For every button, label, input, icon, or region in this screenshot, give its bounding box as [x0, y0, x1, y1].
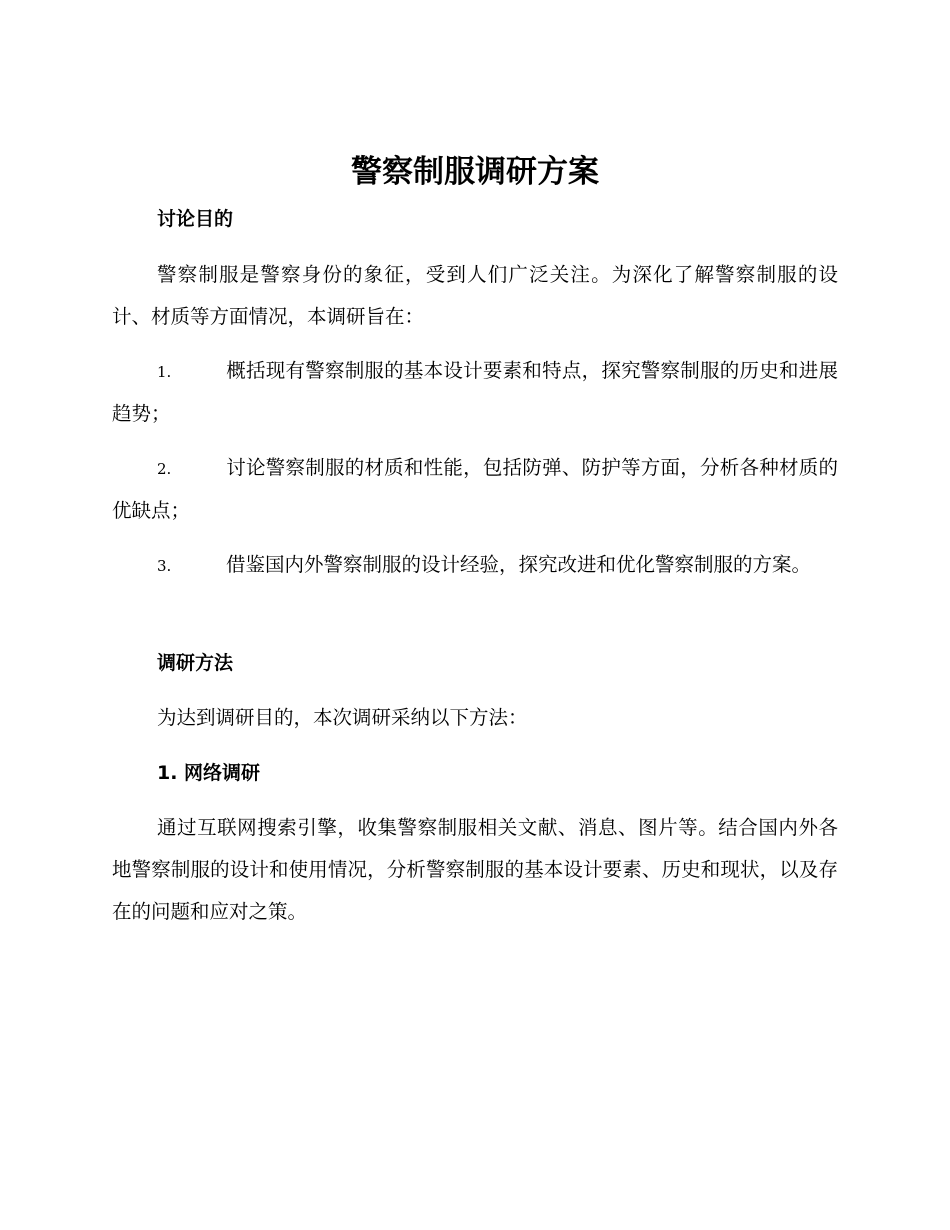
purpose-list-item	[112, 544, 838, 587]
purpose-intro-paragraph: 警察制服是警察身份的象征，受到人们广泛关注。为深化了解警察制服的设计、材质等方面情况，本调研旨在：	[112, 263, 838, 328]
list-item-number: 3.	[157, 557, 172, 575]
sub-heading-web-research: 1. 网络调研	[157, 762, 261, 784]
method-intro-paragraph: 为达到调研目的，本次调研采纳以下方法：	[157, 706, 528, 729]
section-heading-purpose: 讨论目的	[157, 208, 234, 230]
document-title: 警察制服调研方案	[351, 154, 599, 190]
section-heading-method: 调研方法	[157, 652, 234, 674]
purpose-list-item	[112, 350, 838, 435]
list-item-number: 2.	[157, 460, 172, 478]
method-body-paragraph: 通过互联网搜索引擎，收集警察制服相关文献、消息、图片等。结合国内外各地警察制服的设计和使用情况，分析警察制服的基本设计要素、历史和现状，以及存在的问题和应对之策。	[112, 816, 838, 923]
purpose-list-item	[112, 447, 838, 532]
list-item-text: 借鉴国内外警察制服的设计经验，探究改进和优化警察制服的方案。	[226, 553, 812, 576]
list-item-text: 讨论警察制服的材质和性能，包括防弹、防护等方面，分析各种材质的优缺点；	[112, 456, 838, 522]
list-item-number: 1.	[157, 363, 172, 381]
list-item-text: 概括现有警察制服的基本设计要素和特点，探究警察制服的历史和进展趋势；	[112, 359, 838, 425]
